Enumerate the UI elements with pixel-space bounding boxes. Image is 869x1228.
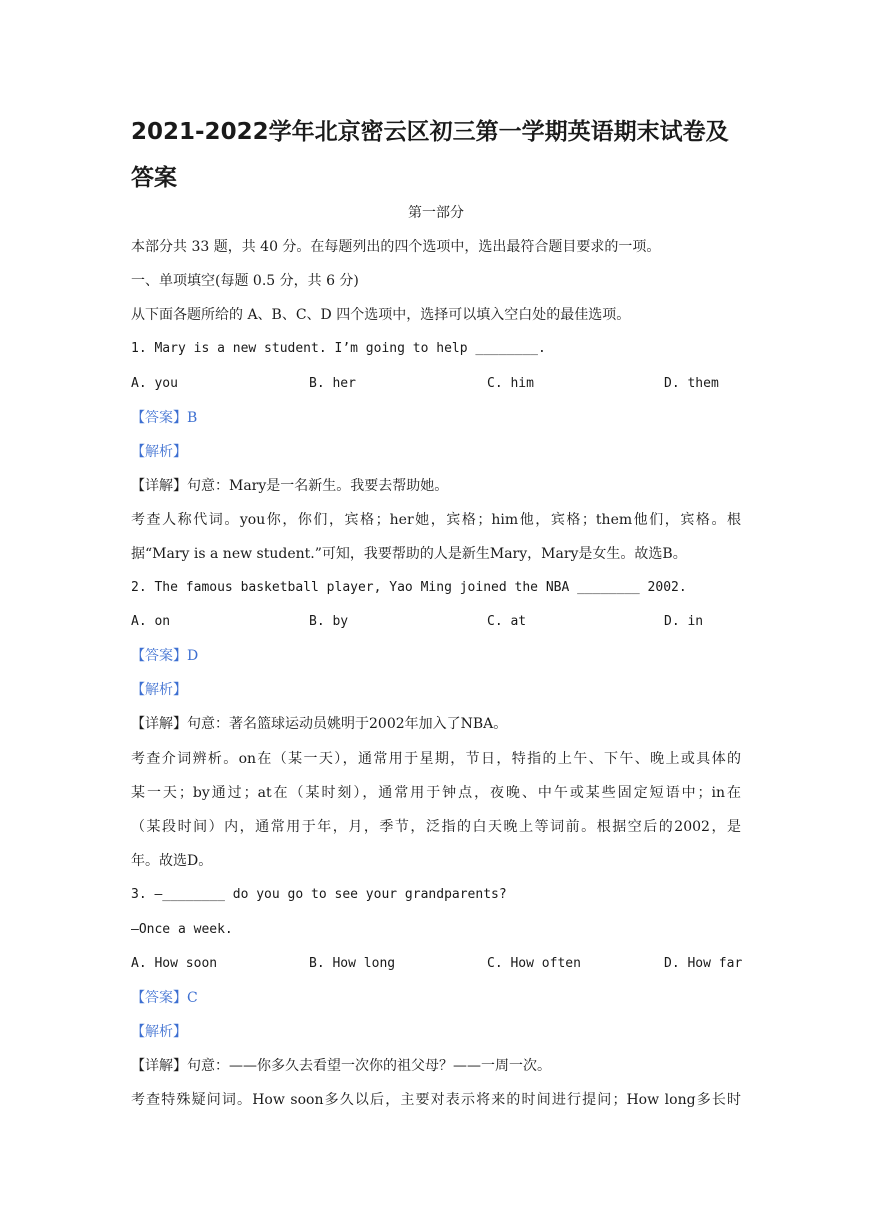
question-1-option-b: B. her [309, 376, 356, 391]
section-heading: 一、单项填空(每题 0.5 分，共 6 分) [131, 273, 359, 289]
question-1-answer: 【答案】B [131, 410, 198, 426]
question-3-answer: 【答案】C [131, 990, 198, 1006]
question-2-explanation-line-2: 某一天；by通过；at在（某时刻），通常用于钟点，夜晚、中午或某些固定短语中；in在 [131, 785, 741, 801]
question-3-reply: —Once a week. [131, 922, 233, 937]
part-intro: 本部分共 33 题，共 40 分。在每题列出的四个选项中，选出最符合题目要求的一项。 [131, 239, 661, 255]
question-1-analysis-label: 【解析】 [131, 444, 187, 460]
question-2-option-b: B. by [309, 614, 349, 629]
question-1-option-a: A. you [131, 376, 178, 391]
section-instruction: 从下面各题所给的 A、B、C、D 四个选项中，选择可以填入空白处的最佳选项。 [131, 307, 631, 323]
question-2-detail: 【详解】句意：著名篮球运动员姚明于2002年加入了NBA。 [131, 716, 508, 732]
part-heading: 第一部分 [408, 205, 464, 221]
question-2-explanation-line-4: 年。故选D。 [131, 853, 213, 869]
question-2-answer: 【答案】D [131, 648, 199, 664]
document-title: 2021-2022学年北京密云区初三第一学期英语期末试卷及答案 [131, 119, 729, 191]
question-3-analysis-label: 【解析】 [131, 1024, 187, 1040]
question-1-stem: 1. Mary is a new student. I’m going to help ________. [131, 341, 546, 356]
question-3-option-b: B. How long [309, 956, 396, 971]
question-3-stem: 3. —________ do you go to see your grandparents? [131, 887, 507, 902]
question-2-option-d: D. in [664, 614, 704, 629]
question-2-analysis-label: 【解析】 [131, 682, 187, 698]
question-2-explanation-line-1: 考查介词辨析。on在（某一天），通常用于星期，节日，特指的上午、下午、晚上或具体的 [131, 751, 741, 767]
question-3-option-a: A. How soon [131, 956, 218, 971]
question-1-detail: 【详解】句意：Mary是一名新生。我要去帮助她。 [131, 478, 449, 494]
question-3-explanation-line-1: 考查特殊疑问词。How soon多久以后，主要对表示将来的时间进行提问；How long多长时 [131, 1092, 741, 1108]
question-2-option-a: A. on [131, 614, 171, 629]
question-3-detail: 【详解】句意：——你多久去看望一次你的祖父母？——一周一次。 [131, 1058, 551, 1074]
question-1-explanation-line-1: 考查人称代词。you你，你们，宾格；her她，宾格；him他，宾格；them他们，宾格。根 [131, 512, 741, 528]
question-3-option-c: C. How often [487, 956, 581, 971]
question-1-option-c: C. him [487, 376, 534, 391]
question-1-explanation-line-2: 据“Mary is a new student.”可知，我要帮助的人是新生Mary，Mary是女生。故选B。 [131, 546, 687, 562]
question-1-option-d: D. them [664, 376, 719, 391]
question-3-option-d: D. How far [664, 956, 743, 971]
question-2-stem: 2. The famous basketball player, Yao Ming joined the NBA ________ 2002. [131, 580, 687, 595]
question-2-explanation-line-3: （某段时间）内，通常用于年，月，季节，泛指的白天晚上等词前。根据空后的2002，是 [131, 819, 741, 835]
question-2-option-c: C. at [487, 614, 527, 629]
